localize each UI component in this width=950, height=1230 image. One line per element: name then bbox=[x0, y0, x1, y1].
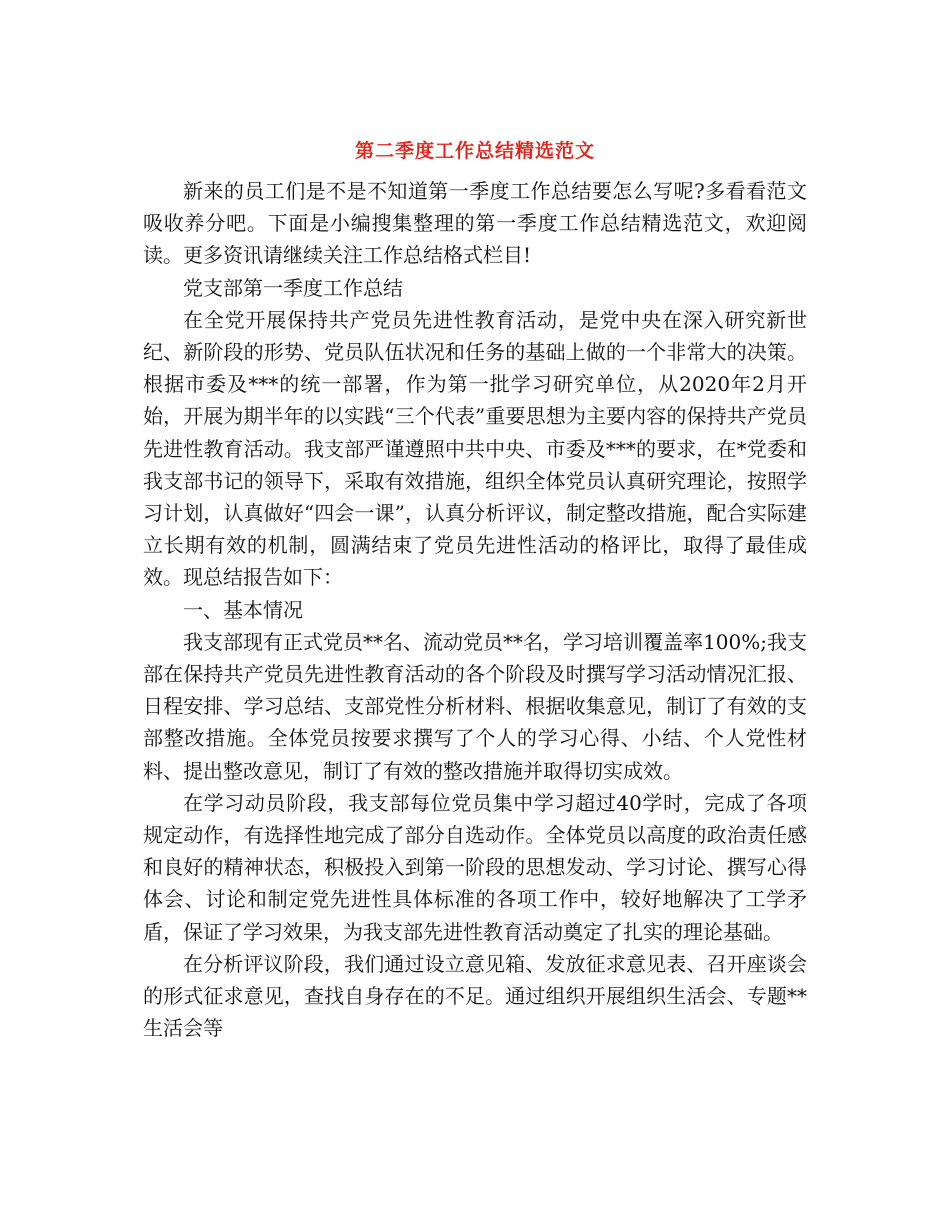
paragraph-background: 在全党开展保持共产党员先进性教育活动，是党中央在深入研究新世纪、新阶段的形势、党员队伍状况和任务的基础上做的一个非常大的决策。根据市委及***的统一部署，作为第一批学习研究单位，从2020年2月开始，开展为期半年的以实践“三个代表”重要思想为主要内容的保持共产党员先进性教育活动。我支部严谨遵照中共中央、市委及***的要求，在*党委和我支部书记的领导下，采取有效措施，组织全体党员认真研究理论，按照学习计划，认真做好“四会一课”，认真分析评议，制定整改措施，配合实际建立长期有效的机制，圆满结束了党员先进性活动的格评比，取得了最佳成效。现总结报告如下： bbox=[143, 307, 807, 590]
section-heading: 党支部第一季度工作总结 bbox=[183, 275, 403, 300]
paragraph-review-phase: 在分析评议阶段，我们通过设立意见箱、发放征求意见表、召开座谈会的形式征求意见，查找自身存在的不足。通过组织开展组织生活会、专题**生活会等 bbox=[143, 951, 807, 1041]
document-title: 第二季度工作总结精选范文 bbox=[354, 140, 595, 162]
subsection-heading: 一、基本情况 bbox=[183, 597, 303, 622]
document-body bbox=[143, 175, 807, 1044]
paragraph-intro: 新来的员工们是不是不知道第一季度工作总结要怎么写呢?多看看范文吸收养分吧。下面是小编搜集整理的第一季度工作总结精选范文，欢迎阅读。更多资讯请继续关注工作总结格式栏目! bbox=[143, 179, 807, 268]
paragraph-basic-situation: 我支部现有正式党员**名、流动党员**名，学习培训覆盖率100%;我支部在保持共产党员先进性教育活动的各个阶段及时撰写学习活动情况汇报、日程安排、学习总结、支部党性分析材料、根据收集意见，制订了有效的支部整改措施。全体党员按要求撰写了个人的学习心得、小结、个人党性材料、提出整改意见，制订了有效的整改措施并取得切实成效。 bbox=[143, 629, 807, 783]
paragraph-study-phase: 在学习动员阶段，我支部每位党员集中学习超过40学时，完成了各项规定动作，有选择性地完成了部分自选动作。全体党员以高度的政治责任感和良好的精神状态，积极投入到第一阶段的思想发动、学习讨论、撰写心得体会、讨论和制定党先进性具体标准的各项工作中，较好地解决了工学矛盾，保证了学习效果，为我支部先进性教育活动奠定了扎实的理论基础。 bbox=[143, 790, 807, 944]
